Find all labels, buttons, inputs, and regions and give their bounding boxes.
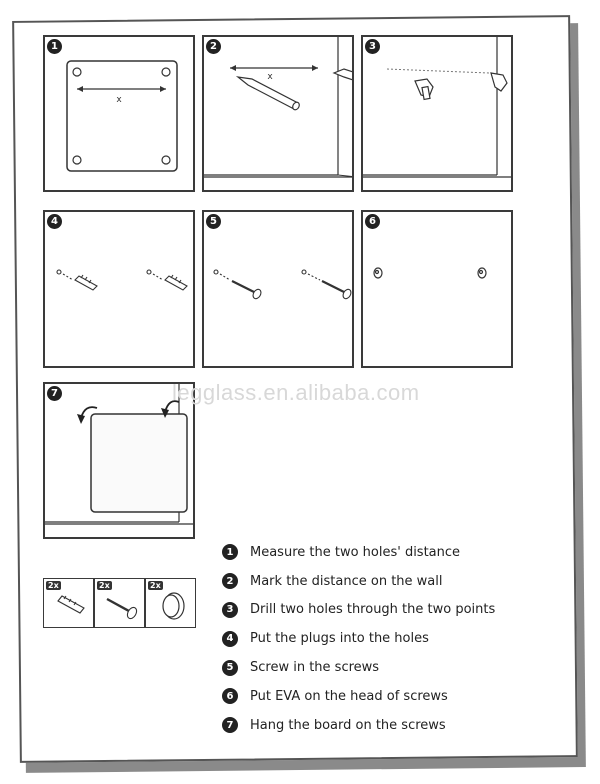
screw-icon — [214, 270, 263, 300]
step-number: 1 — [222, 544, 238, 560]
panel-5-badge: 5 — [206, 214, 221, 229]
panel-5 — [202, 210, 354, 368]
panel-1-badge: 1 — [47, 39, 62, 54]
panel-7-badge: 7 — [47, 386, 62, 401]
step-text: Measure the two holes' distance — [250, 544, 461, 560]
step-number: 3 — [222, 602, 238, 618]
step-number: 4 — [222, 631, 238, 647]
panel-6-badge: 6 — [365, 214, 380, 229]
plug-icon — [57, 270, 97, 290]
pencil-icon — [334, 69, 354, 81]
step-number: 6 — [222, 688, 238, 704]
part-eva — [145, 578, 196, 628]
step-number: 7 — [222, 717, 238, 733]
plug-icon — [147, 270, 187, 290]
step-item — [222, 653, 495, 682]
insert-plugs-illustration — [45, 212, 195, 368]
eva-pads-illustration — [363, 212, 513, 368]
measure-x-label: x — [267, 72, 273, 82]
eva-pad-icon — [478, 268, 486, 278]
part-quantity: 2x — [48, 581, 59, 590]
mark-wall-illustration — [204, 37, 354, 192]
step-item — [222, 596, 495, 625]
step-text: Drill two holes through the two points — [250, 602, 496, 618]
step-text: Hang the board on the screws — [250, 717, 446, 733]
step-item — [222, 682, 495, 711]
drill-illustration — [363, 37, 513, 192]
measure-board-illustration — [45, 37, 195, 192]
pencil-icon — [238, 77, 301, 111]
screw-icon — [302, 270, 353, 300]
step-item — [222, 711, 495, 740]
hang-board-illustration — [45, 384, 195, 539]
step-item — [222, 624, 495, 653]
panel-4 — [43, 210, 195, 368]
panel-1 — [43, 35, 195, 192]
panel-4-badge: 4 — [47, 214, 62, 229]
step-text: Mark the distance on the wall — [250, 573, 443, 589]
panel-2 — [202, 35, 354, 192]
part-screw — [94, 578, 145, 628]
drill-icon — [415, 79, 433, 99]
part-quantity: 2x — [150, 581, 161, 590]
eva-pad-icon — [374, 268, 382, 278]
screw-in-illustration — [204, 212, 354, 368]
step-text: Put EVA on the head of screws — [250, 688, 448, 704]
part-quantity: 2x — [99, 581, 110, 590]
step-number: 5 — [222, 660, 238, 676]
step-text: Screw in the screws — [250, 660, 380, 676]
step-item — [222, 538, 495, 567]
step-number: 2 — [222, 573, 238, 589]
step-list — [222, 538, 495, 740]
part-plug — [43, 578, 94, 628]
panel-6 — [361, 210, 513, 368]
drill-icon — [491, 73, 507, 91]
measure-x-label: x — [116, 95, 122, 105]
panel-2-badge: 2 — [206, 39, 221, 54]
watermark: legglass.en.alibaba.com — [172, 380, 420, 405]
step-item — [222, 567, 495, 596]
panel-3-badge: 3 — [365, 39, 380, 54]
panel-3 — [361, 35, 513, 192]
board-icon — [91, 414, 187, 512]
step-text: Put the plugs into the holes — [250, 631, 429, 647]
